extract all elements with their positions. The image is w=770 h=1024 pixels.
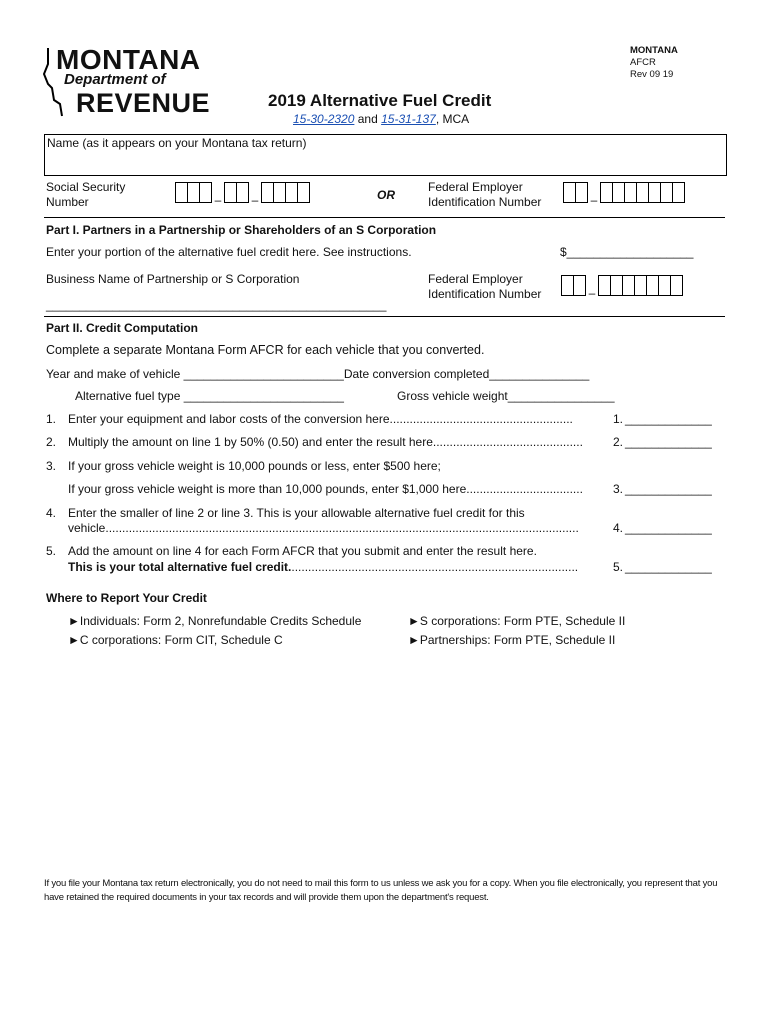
fuel-type-label: Alternative fuel type: [75, 389, 181, 403]
gvw-field[interactable]: ________________: [507, 389, 615, 403]
business-name-label: Business Name of Partnership or S Corporation: [46, 272, 300, 286]
line-5-total-label: This is your total alternative fuel credit.: [68, 560, 292, 574]
line-1-text: Enter your equipment and labor costs of the conversion here.......................................................: [68, 412, 573, 426]
form-header: [630, 45, 678, 81]
line-3-field[interactable]: _____________: [625, 482, 712, 496]
statute-link-1[interactable]: 15-30-2320: [293, 112, 355, 126]
where-item: ►Individuals: Form 2, Nonrefundable Credits Schedule: [68, 614, 362, 628]
header-rev: Rev 09 19: [630, 69, 674, 80]
line-4-text: Enter the smaller of line 2 or line 3. This is your allowable alternative fuel credit for this: [68, 506, 525, 520]
line-2-ref: 2.: [613, 435, 624, 449]
fuel-type-row: [75, 389, 344, 404]
logo: [40, 44, 211, 120]
part1-fein-input[interactable]: –: [561, 275, 683, 300]
where-item: ►Partnerships: Form PTE, Schedule II: [408, 633, 616, 647]
gvw-row: [397, 389, 615, 404]
year-make-row: [46, 367, 589, 382]
line-3b-text: If your gross vehicle weight is more than 10,000 pounds, enter $1,000 here...................................: [68, 482, 583, 496]
line-3-text: If your gross vehicle weight is 10,000 pounds or less, enter $500 here;: [68, 459, 441, 473]
year-make-field[interactable]: ________________________: [183, 367, 344, 381]
line-5-leader: ......................................................................................: [291, 560, 579, 574]
line-5-ref: 5.: [613, 560, 624, 574]
line-4-num: 4.: [46, 506, 57, 520]
statute-link-2[interactable]: 15-31-137: [381, 112, 436, 126]
logo-montana: MONTANA: [56, 44, 201, 75]
line-5-text: Add the amount on line 4 for each Form AFCR that you submit and enter the result here.: [68, 544, 537, 558]
statute-suffix: , MCA: [435, 112, 470, 126]
header-form: AFCR: [630, 57, 656, 68]
gvw-label: Gross vehicle weight: [397, 389, 508, 403]
line-1-ref: 1.: [613, 412, 624, 426]
footer-note: If you file your Montana tax return electronically, you do not need to mail this form to us unless we ask you for a copy. When you file electronically, you represent that you have retained the required documents in your tax records and will provide them upon the department's request.: [44, 878, 718, 903]
line-1-field[interactable]: _____________: [625, 412, 712, 426]
divider: [44, 217, 725, 218]
ssn-label: Social Security Number: [46, 180, 126, 209]
line-5b-row: [68, 560, 613, 575]
statutes: [293, 112, 469, 126]
date-conversion-label: Date conversion completed: [343, 367, 490, 381]
where-item: ►S corporations: Form PTE, Schedule II: [408, 614, 626, 628]
name-label: Name (as it appears on your Montana tax return): [47, 136, 307, 150]
line-4-ref: 4.: [613, 521, 624, 535]
fuel-type-field[interactable]: ________________________: [183, 389, 344, 403]
line-4-field[interactable]: _____________: [625, 521, 712, 535]
logo-department: Department of: [64, 71, 166, 88]
line-2-num: 2.: [46, 435, 57, 449]
fein-label: Federal Employer Identification Number: [428, 180, 542, 209]
part2-intro: Complete a separate Montana Form AFCR for each vehicle that you converted.: [46, 343, 485, 357]
divider: [44, 316, 725, 317]
line-5-num: 5.: [46, 544, 57, 558]
line-5-field[interactable]: _____________: [625, 560, 712, 574]
part2-heading: Part II. Credit Computation: [46, 321, 199, 335]
logo-revenue: REVENUE: [76, 88, 211, 118]
line-2-field[interactable]: _____________: [625, 435, 712, 449]
part1-heading: Part I. Partners in a Partnership or Shareholders of an S Corporation: [46, 223, 437, 237]
line-4b-text: vehicle..............................................................................................................................................: [68, 521, 579, 535]
ssn-input[interactable]: – –: [175, 182, 310, 207]
header-state: MONTANA: [630, 45, 678, 56]
year-make-label: Year and make of vehicle: [46, 367, 181, 381]
part1-portion: Enter your portion of the alternative fuel credit here. See instructions.: [46, 245, 412, 259]
line-3-ref: 3.: [613, 482, 624, 496]
part1-fein-label: Federal Employer Identification Number: [428, 272, 542, 301]
fein-input[interactable]: –: [563, 182, 685, 207]
or-label: OR: [377, 188, 395, 202]
line-3-num: 3.: [46, 459, 57, 473]
business-name-field[interactable]: ___________________________________________________: [46, 298, 387, 312]
where-item: ►C corporations: Form CIT, Schedule C: [68, 633, 283, 647]
name-field[interactable]: [44, 134, 727, 176]
statute-and: and: [354, 112, 382, 126]
part1-amount-field[interactable]: $___________________: [560, 245, 694, 259]
date-conversion-field[interactable]: _______________: [489, 367, 590, 381]
line-1-num: 1.: [46, 412, 57, 426]
line-2-text: Multiply the amount on line 1 by 50% (0.50) and enter the result here.............................................: [68, 435, 583, 449]
page-title: 2019 Alternative Fuel Credit: [268, 91, 492, 110]
where-heading: Where to Report Your Credit: [46, 591, 207, 605]
